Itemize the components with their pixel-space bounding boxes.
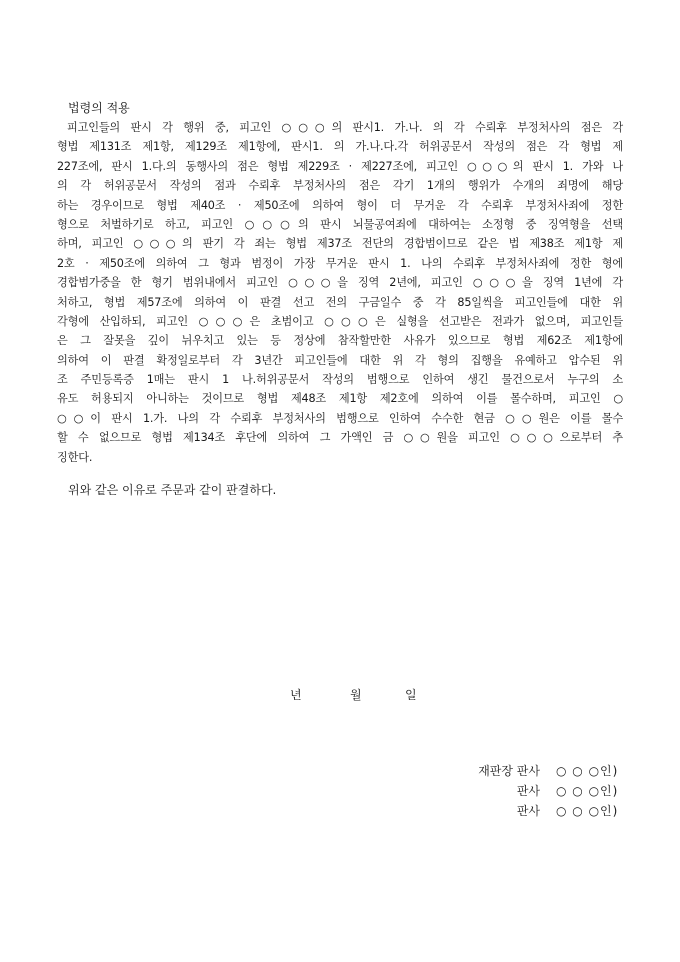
- body-line: 2호 · 제50조에 의하여 그 형과 범정이 가장 무거운 판시 1. 나의 수뢰후 부정처사죄에 정한 형에: [57, 256, 623, 270]
- signature-block: [478, 761, 622, 821]
- body-line: ○○이 판시 1.가. 나의 각 수뢰후 부정처사의 범행으로 인하여 수수한 현금 ○○원은 이를 몰수: [57, 411, 623, 425]
- body-line: 227조에, 판시 1.다.의 동행사의 점은 형법 제229조 · 제227조에, 피고인 ○○○의 판시 1. 가와 나: [57, 159, 623, 173]
- body-line: 은 그 잘못을 깊이 뉘우치고 있는 등 정상에 참작할만한 사유가 있으므로 형법 제62조 제1항에: [57, 334, 623, 348]
- judge-name: ○ ○ ○인): [556, 764, 619, 778]
- body-line: 징한다.: [57, 450, 93, 464]
- conclusion-text: 위와 같은 이유로 주문과 같이 판결하다.: [68, 483, 277, 497]
- body-line: 각형에 산입하되, 피고인 ○○○은 초범이고 ○○○은 실형을 선고받은 전과가 없으며, 피고인들: [57, 314, 623, 328]
- section-heading: 법령의 적용: [68, 101, 130, 115]
- judge-title: 판사: [516, 784, 540, 798]
- judge-name: ○ ○ ○인): [556, 784, 619, 798]
- signature-row: [478, 801, 622, 821]
- body-line: 형으로 처벌하기로 하고, 피고인 ○○○의 판시 뇌물공여죄에 대하여는 소정형 중 징역형을 선택: [57, 217, 623, 231]
- judge-title: 판사: [516, 804, 540, 818]
- signature-row: [478, 761, 622, 781]
- body-line: 하며, 피고인 ○○○의 판기 각 죄는 형법 제37조 전단의 경합범이므로 같은 법 제38조 제1항 제: [57, 237, 623, 251]
- signature-row: [478, 781, 622, 801]
- body-line: 의하여 이 판결 확정일로부터 각 3년간 피고인들에 대한 위 각 형의 집행을 유예하고 압수된 위: [57, 353, 623, 367]
- body-line: 피고인들의 판시 각 행위 중, 피고인 ○○○의 판시1. 가.나. 의 각 수뢰후 부정처사의 점은 각: [67, 121, 623, 134]
- date-year: 년: [290, 688, 302, 702]
- body-line: 하는 경우이므로 형법 제40조 · 제50조에 의하여 형이 더 무거운 각 수뢰후 부정처사죄에 정한: [57, 198, 623, 212]
- date-line: [290, 685, 417, 705]
- date-month: 월: [350, 688, 362, 702]
- body-paragraph: [57, 118, 623, 467]
- body-line: 유도 허용되지 아니하는 것이므로 형법 제48조 제1항 제2호에 의하여 이를 몰수하며, 피고인 ○: [57, 392, 623, 406]
- body-line: 형법 제131조 제1항, 제129조 제1항에, 판시1. 의 가.나.다.각 허위공문서 작성의 점은 각 형법 제: [57, 140, 623, 154]
- date-day: 일: [405, 688, 417, 702]
- body-line: 경합범가중을 한 형기 범위내에서 피고인 ○○○을 징역 2년에, 피고인 ○○○을 징역 1년에 각: [57, 276, 623, 290]
- body-line: 처하고, 형법 제57조에 의하여 이 판결 선고 전의 구금일수 중 각 85일씩을 피고인들에 대한 위: [57, 295, 623, 309]
- judge-name: ○ ○ ○인): [556, 804, 619, 818]
- body-line: 의 각 허위공문서 작성의 점과 수뢰후 부정처사의 점은 각기 1개의 행위가 수개의 죄명에 해당: [57, 179, 623, 193]
- body-line: 할 수 없으므로 형법 제134조 후단에 의하여 그 가액인 금 ○○원을 피고인 ○○○으로부터 추: [57, 431, 623, 445]
- judge-title: 재판장 판사: [478, 764, 540, 778]
- body-line: 조 주민등록증 1매는 판시 1 나.허위공문서 작성의 범행으로 인하여 생긴 물건으로서 누구의 소: [57, 373, 623, 387]
